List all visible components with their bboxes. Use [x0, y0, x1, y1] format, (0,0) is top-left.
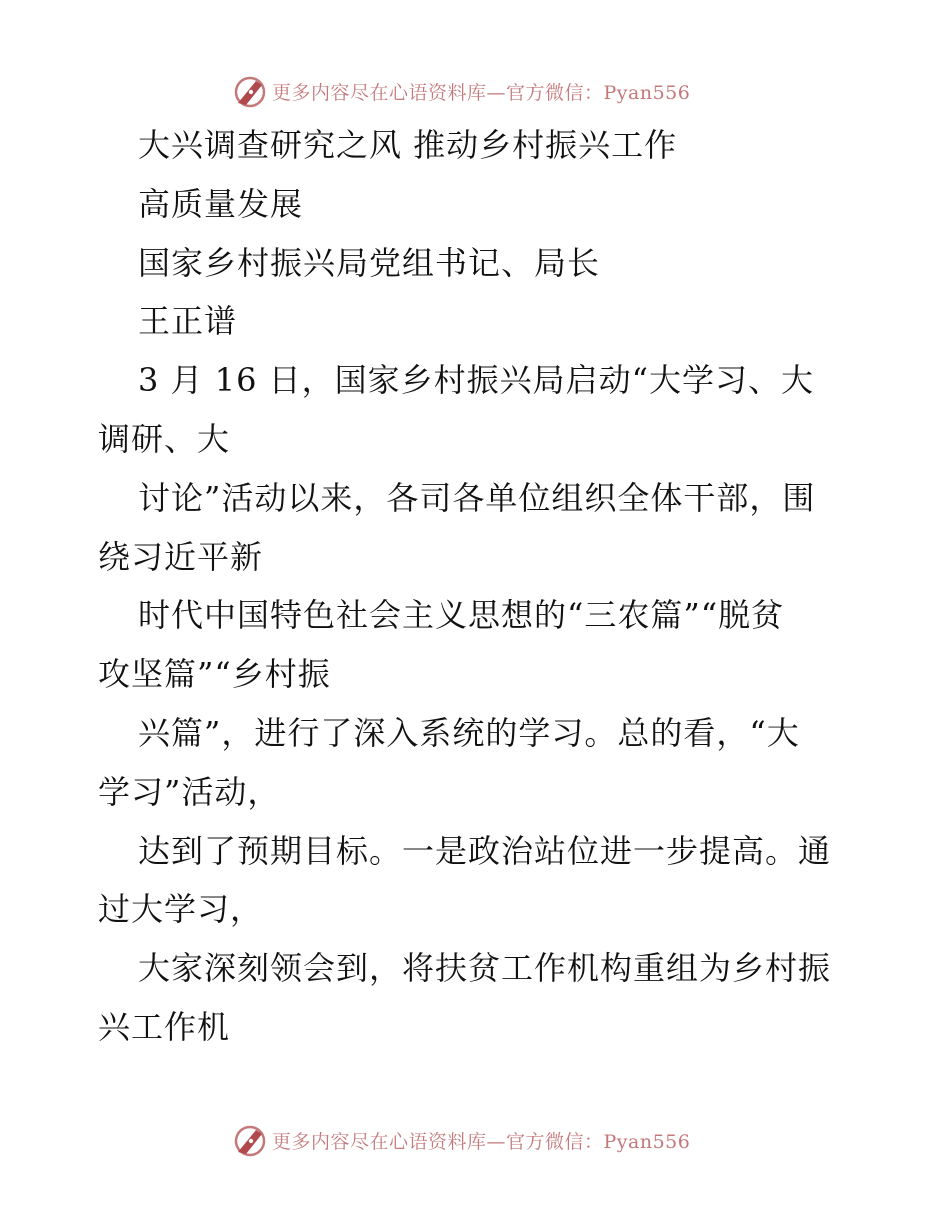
pen-nib-logo-icon [232, 73, 268, 109]
paragraph-line: 讨论”活动以来，各司各单位组织全体干部，围 [138, 478, 816, 517]
paragraph-line: 过大学习， [98, 890, 264, 929]
author-position: 国家乡村振兴局党组书记、局长 [138, 243, 601, 282]
paragraph-line: 3 月 16 日，国家乡村振兴局启动“大学习、大 [138, 361, 814, 400]
watermark-text: 更多内容尽在心语资料库—官方微信：Pyan556 [272, 1130, 691, 1153]
title-line-2: 高质量发展 [138, 184, 304, 223]
paragraph-line: 时代中国特色社会主义思想的“三农篇”“脱贫 [138, 596, 785, 635]
paragraph-line: 兴工作机 [98, 1007, 231, 1046]
paragraph-line: 绕习近平新 [98, 537, 264, 576]
header-watermark [232, 71, 690, 111]
pen-nib-logo-icon [232, 1122, 268, 1158]
author-name: 王正谱 [138, 302, 238, 341]
paragraph-line: 学习”活动， [98, 772, 281, 811]
title-line-1: 大兴调查研究之风 推动乡村振兴工作 [138, 126, 678, 164]
paragraph-line: 兴篇”，进行了深入系统的学习。总的看，“大 [138, 713, 800, 752]
watermark-text: 更多内容尽在心语资料库—官方微信：Pyan556 [272, 81, 691, 104]
document-body [98, 116, 858, 1057]
paragraph-line: 大家深刻领会到，将扶贫工作机构重组为乡村振 [138, 949, 832, 988]
paragraph-line: 调研、大 [98, 419, 231, 458]
paragraph-line: 攻坚篇”“乡村振 [98, 655, 331, 694]
paragraph-line: 达到了预期目标。一是政治站位进一步提高。通 [138, 831, 832, 870]
footer-watermark [232, 1120, 690, 1160]
